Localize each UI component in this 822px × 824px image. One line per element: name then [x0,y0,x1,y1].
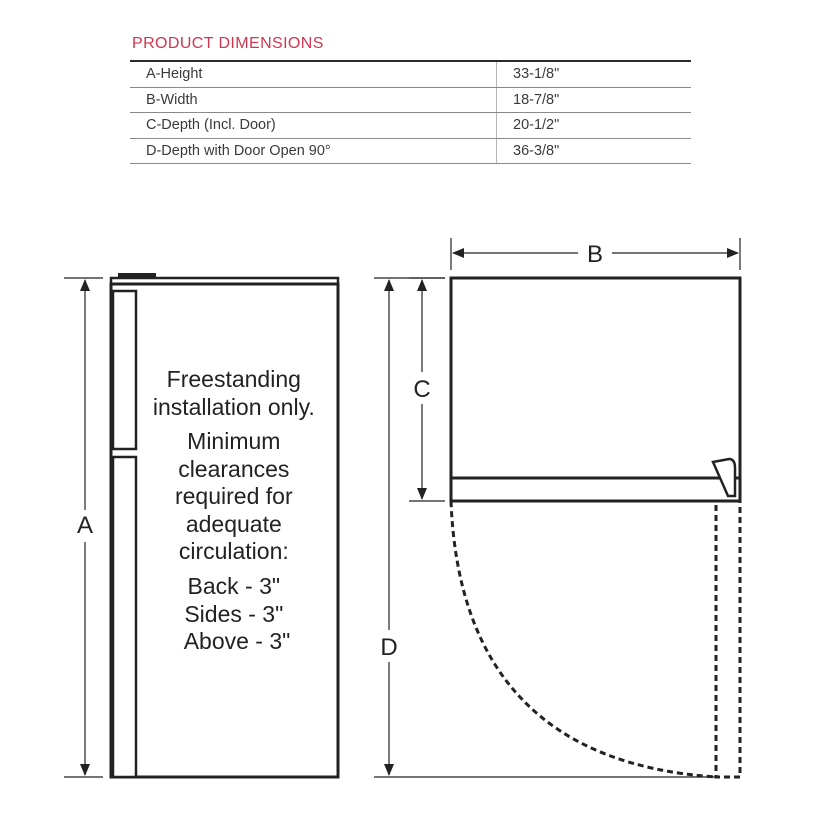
product-dimensions-title: PRODUCT DIMENSIONS [132,35,324,52]
row-label: D-Depth with Door Open 90° [130,138,497,164]
door-swing-arc [451,501,716,777]
note-line: adequate [185,511,282,537]
door-open-outline [716,501,740,777]
row-label: A-Height [130,61,497,87]
note-line: Minimum [187,428,281,454]
row-value: 33-1/8" [497,61,692,87]
row-value: 36-3/8" [497,138,692,164]
dimension-c-label: C [413,376,431,403]
note-line: circulation: [178,538,289,564]
note-line: Above - 3" [183,628,291,654]
row-value: 20-1/2" [497,113,692,139]
cabinet-body [451,278,740,478]
note-line: installation only. [152,394,315,420]
row-label: C-Depth (Incl. Door) [130,113,497,139]
dimension-d-label: D [380,634,398,661]
row-label: B-Width [130,87,497,113]
note-line: clearances [178,456,290,482]
upper-door-handle [113,291,136,449]
door-closed [451,478,740,501]
note-line: Back - 3" [187,573,281,599]
dimension-a [64,278,103,777]
note-line: required for [174,483,293,509]
lower-door-handle [113,457,136,777]
side-view [451,278,740,777]
note-line: Sides - 3" [184,601,284,627]
row-value: 18-7/8" [497,87,692,113]
dimension-b-label: B [586,241,604,268]
dimension-a-label: A [76,512,94,539]
note-line: Freestanding [166,366,301,392]
dimension-b [451,238,740,270]
dimension-c [409,278,445,501]
